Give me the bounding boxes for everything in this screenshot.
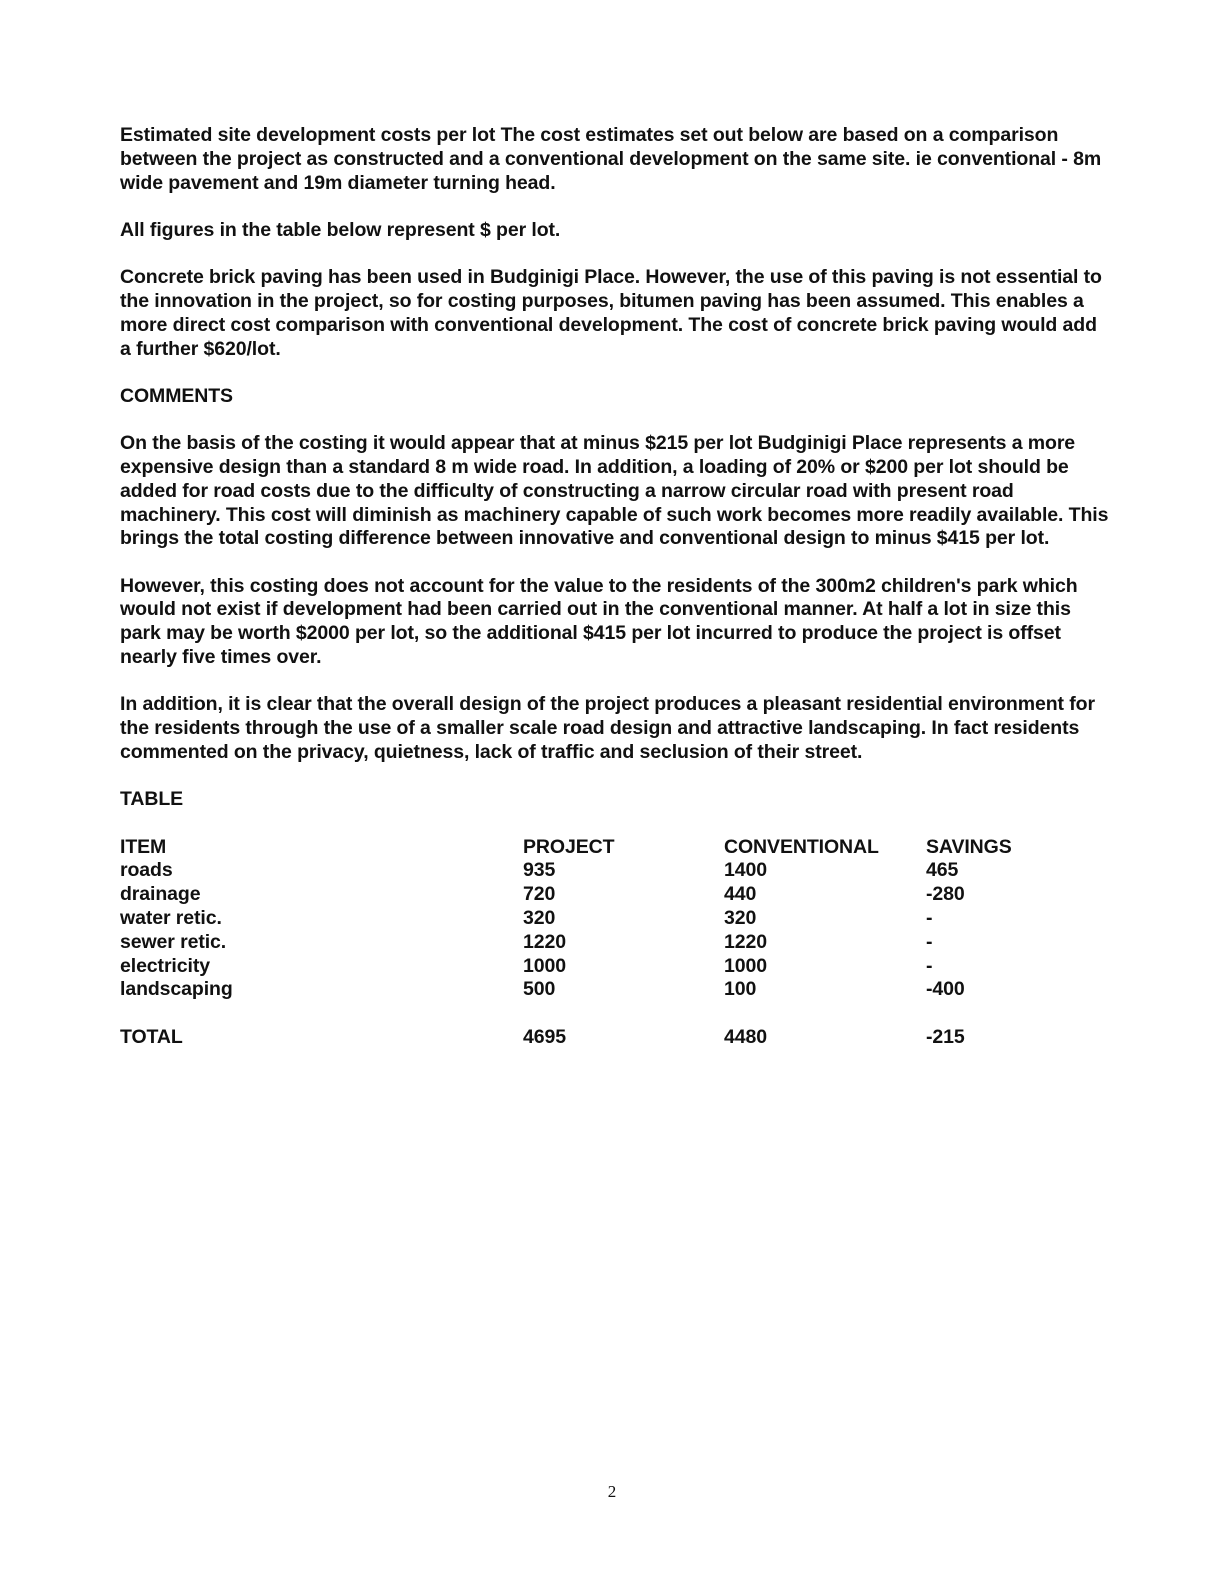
cell-savings: -280 (926, 883, 965, 906)
cell-project: 500 (523, 978, 556, 1001)
cell-savings: 465 (926, 859, 959, 882)
comment-paragraph-1: On the basis of the costing it would appear that at minus $215 per lot Budginigi Place represents a more expensive design than a standard 8 m wide road. In addition, a loading of 20% or $200 per lot should be added for road costs due to the difficulty of constructing a narrow circular road with present road machinery. This cost will diminish as machinery capable of such work becomes more readily available. This brings the total costing difference between innovative and conventional design to minus $415 per lot. (120, 432, 1109, 550)
table-row (120, 955, 1106, 979)
cell-conventional: 1400 (724, 859, 767, 882)
comments-heading: COMMENTS (120, 384, 233, 407)
table-row (120, 978, 1106, 1002)
cell-conventional: 1220 (724, 930, 767, 953)
total-savings: -215 (926, 1025, 965, 1048)
cell-savings: -400 (926, 978, 965, 1001)
table-row (120, 907, 1106, 931)
table-spacer-row (120, 1002, 1106, 1026)
table-row (120, 859, 1106, 883)
cell-savings: - (926, 906, 933, 929)
cell-item: drainage (120, 883, 201, 906)
spacer-cell (724, 1002, 926, 1026)
cell-item: sewer retic. (120, 930, 227, 953)
table-total-row (120, 1026, 1106, 1050)
document-body (120, 124, 1110, 1049)
cell-conventional: 440 (724, 883, 757, 906)
header-item: ITEM (120, 835, 167, 858)
paving-paragraph: Concrete brick paving has been used in Budginigi Place. However, the use of this paving is not essential to the innovation in the project, so for costing purposes, bitumen paving has been assumed. This enables a more direct cost comparison with conventional development. The cost of concrete brick paving would add a further $620/lot. (120, 266, 1102, 360)
total-project: 4695 (523, 1025, 566, 1048)
cell-conventional: 1000 (724, 954, 767, 977)
total-label: TOTAL (120, 1025, 183, 1048)
cell-project: 935 (523, 859, 556, 882)
table-heading: TABLE (120, 788, 184, 811)
cell-conventional: 320 (724, 906, 757, 929)
header-savings: SAVINGS (926, 835, 1012, 858)
cell-project: 1000 (523, 954, 566, 977)
figures-note: All figures in the table below represent $ per lot. (120, 218, 561, 241)
cell-project: 1220 (523, 930, 566, 953)
cell-savings: - (926, 954, 933, 977)
cell-item: electricity (120, 954, 210, 977)
cell-item: roads (120, 859, 173, 882)
spacer-cell (523, 1002, 724, 1026)
cell-project: 720 (523, 883, 556, 906)
spacer-cell (120, 1002, 523, 1026)
spacer-cell (926, 1002, 1106, 1026)
cell-item: landscaping (120, 978, 233, 1001)
header-conventional: CONVENTIONAL (724, 835, 879, 858)
comment-paragraph-2: However, this costing does not account for the value to the residents of the 300m2 children's park which would not exist if development had been carried out in the conventional manner. At half a lot in size this park may be worth $2000 per lot, so the additional $415 per lot incurred to produce the project is offset nearly five times over. (120, 574, 1078, 669)
cell-project: 320 (523, 906, 556, 929)
cell-item: water retic. (120, 906, 222, 929)
cell-conventional: 100 (724, 978, 757, 1001)
cell-savings: - (926, 930, 933, 953)
intro-paragraph: Estimated site development costs per lot The cost estimates set out below are based on a comparison between the project as constructed and a conventional development on the same site. ie conventional - 8m wide pavement and 19m diameter turning head. (120, 124, 1102, 194)
table-row (120, 883, 1106, 907)
table-row (120, 931, 1106, 955)
header-project: PROJECT (523, 835, 615, 858)
comment-paragraph-3: In addition, it is clear that the overall design of the project produces a pleasant residential environment for the residents through the use of a smaller scale road design and attractive landscaping. In fact residents commented on the privacy, quietness, lack of traffic and seclusion of their street. (120, 693, 1095, 763)
table-header-row (120, 836, 1106, 860)
total-conventional: 4480 (724, 1025, 767, 1048)
page-number: 2 (607, 1482, 617, 1501)
cost-table (120, 836, 1106, 1050)
